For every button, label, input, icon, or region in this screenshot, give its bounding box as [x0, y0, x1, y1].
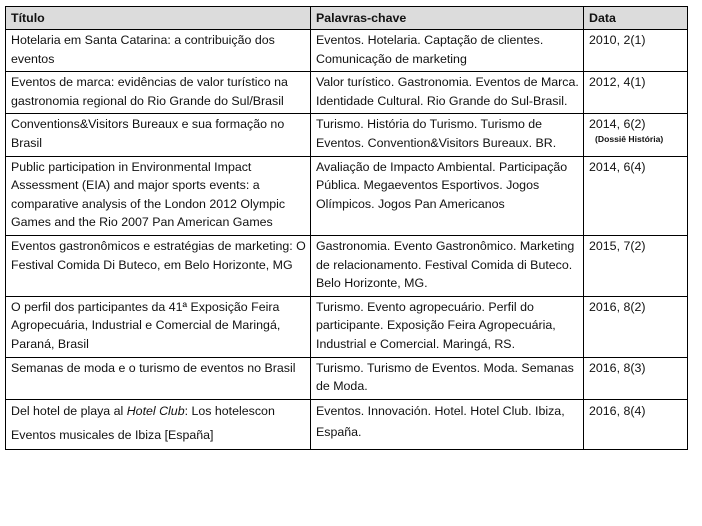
header-keywords: Palavras-chave	[311, 7, 584, 30]
table-row	[6, 156, 688, 235]
header-date: Data	[584, 7, 688, 30]
cell-title: O perfil dos participantes da 41ª Exposição Feira Agropecuária, Industrial e Comercial de Maringá, Paraná, Brasil	[6, 296, 311, 357]
title-line2: Eventos musicales de Ibiza [España]	[11, 427, 214, 442]
cell-keywords: Valor turístico. Gastronomia. Eventos de Marca. Identidade Cultural. Rio Grande do Sul-Brasil.	[311, 72, 584, 114]
table-header-row	[6, 7, 688, 30]
table-row	[6, 357, 688, 399]
table-row	[6, 235, 688, 296]
cell-date: 2016, 8(2)	[584, 296, 688, 357]
cell-date: 2016, 8(3)	[584, 357, 688, 399]
table-row	[6, 30, 688, 72]
cell-date: 2012, 4(1)	[584, 72, 688, 114]
table-row	[6, 399, 688, 449]
cell-title: Conventions&Visitors Bureaux e sua formação no Brasil	[6, 114, 311, 156]
cell-keywords: Avaliação de Impacto Ambiental. Participação Pública. Megaeventos Esportivos. Jogos Olímpicos. Jogos Pan Americanos	[311, 156, 584, 235]
cell-date: 2010, 2(1)	[584, 30, 688, 72]
cell-date: 2015, 7(2)	[584, 235, 688, 296]
cell-title: Public participation in Environmental Impact Assessment (EIA) and major sports events: a comparative analysis of the London 2012 Olympic Games and the Rio 2007 Pan American Games	[6, 156, 311, 235]
date-note: (Dossiê História)	[595, 133, 664, 144]
table-row	[6, 296, 688, 357]
cell-keywords: Gastronomia. Evento Gastronômico. Marketing de relacionamento. Festival Comida di Buteco. Belo Horizonte, MG.	[311, 235, 584, 296]
cell-date: 2014, 6(4)	[584, 156, 688, 235]
cell-title: Semanas de moda e o turismo de eventos no Brasil	[6, 357, 311, 399]
cell-title: Eventos de marca: evidências de valor turístico na gastronomia regional do Rio Grande do Sul/Brasil	[6, 72, 311, 114]
table-row	[6, 72, 688, 114]
cell-title: Eventos gastronômicos e estratégias de marketing: O Festival Comida Di Buteco, em Belo Horizonte, MG	[6, 235, 311, 296]
title-suffix: : Los hotelescon	[184, 403, 275, 418]
header-title: Título	[6, 7, 311, 30]
cell-keywords: Eventos. Innovación. Hotel. Hotel Club. Ibiza, España.	[311, 399, 584, 449]
date-value: 2014, 6(2)	[589, 117, 646, 132]
cell-keywords: Turismo. História do Turismo. Turismo de Eventos. Convention&Visitors Bureaux. BR.	[311, 114, 584, 156]
table-row	[6, 114, 688, 156]
cell-keywords: Turismo. Turismo de Eventos. Moda. Semanas de Moda.	[311, 357, 584, 399]
cell-keywords: Eventos. Hotelaria. Captação de clientes. Comunicação de marketing	[311, 30, 584, 72]
title-prefix: Del hotel de playa al	[11, 403, 127, 418]
cell-date: 2016, 8(4)	[584, 399, 688, 449]
publications-table-container	[5, 6, 688, 450]
cell-title	[6, 399, 311, 449]
publications-table	[5, 6, 688, 450]
cell-date	[584, 114, 688, 156]
cell-keywords: Turismo. Evento agropecuário. Perfil do participante. Exposição Feira Agropecuária, Industrial e Comercial. Maringá, RS.	[311, 296, 584, 357]
cell-title: Hotelaria em Santa Catarina: a contribuição dos eventos	[6, 30, 311, 72]
title-italic: Hotel Club	[126, 403, 185, 418]
